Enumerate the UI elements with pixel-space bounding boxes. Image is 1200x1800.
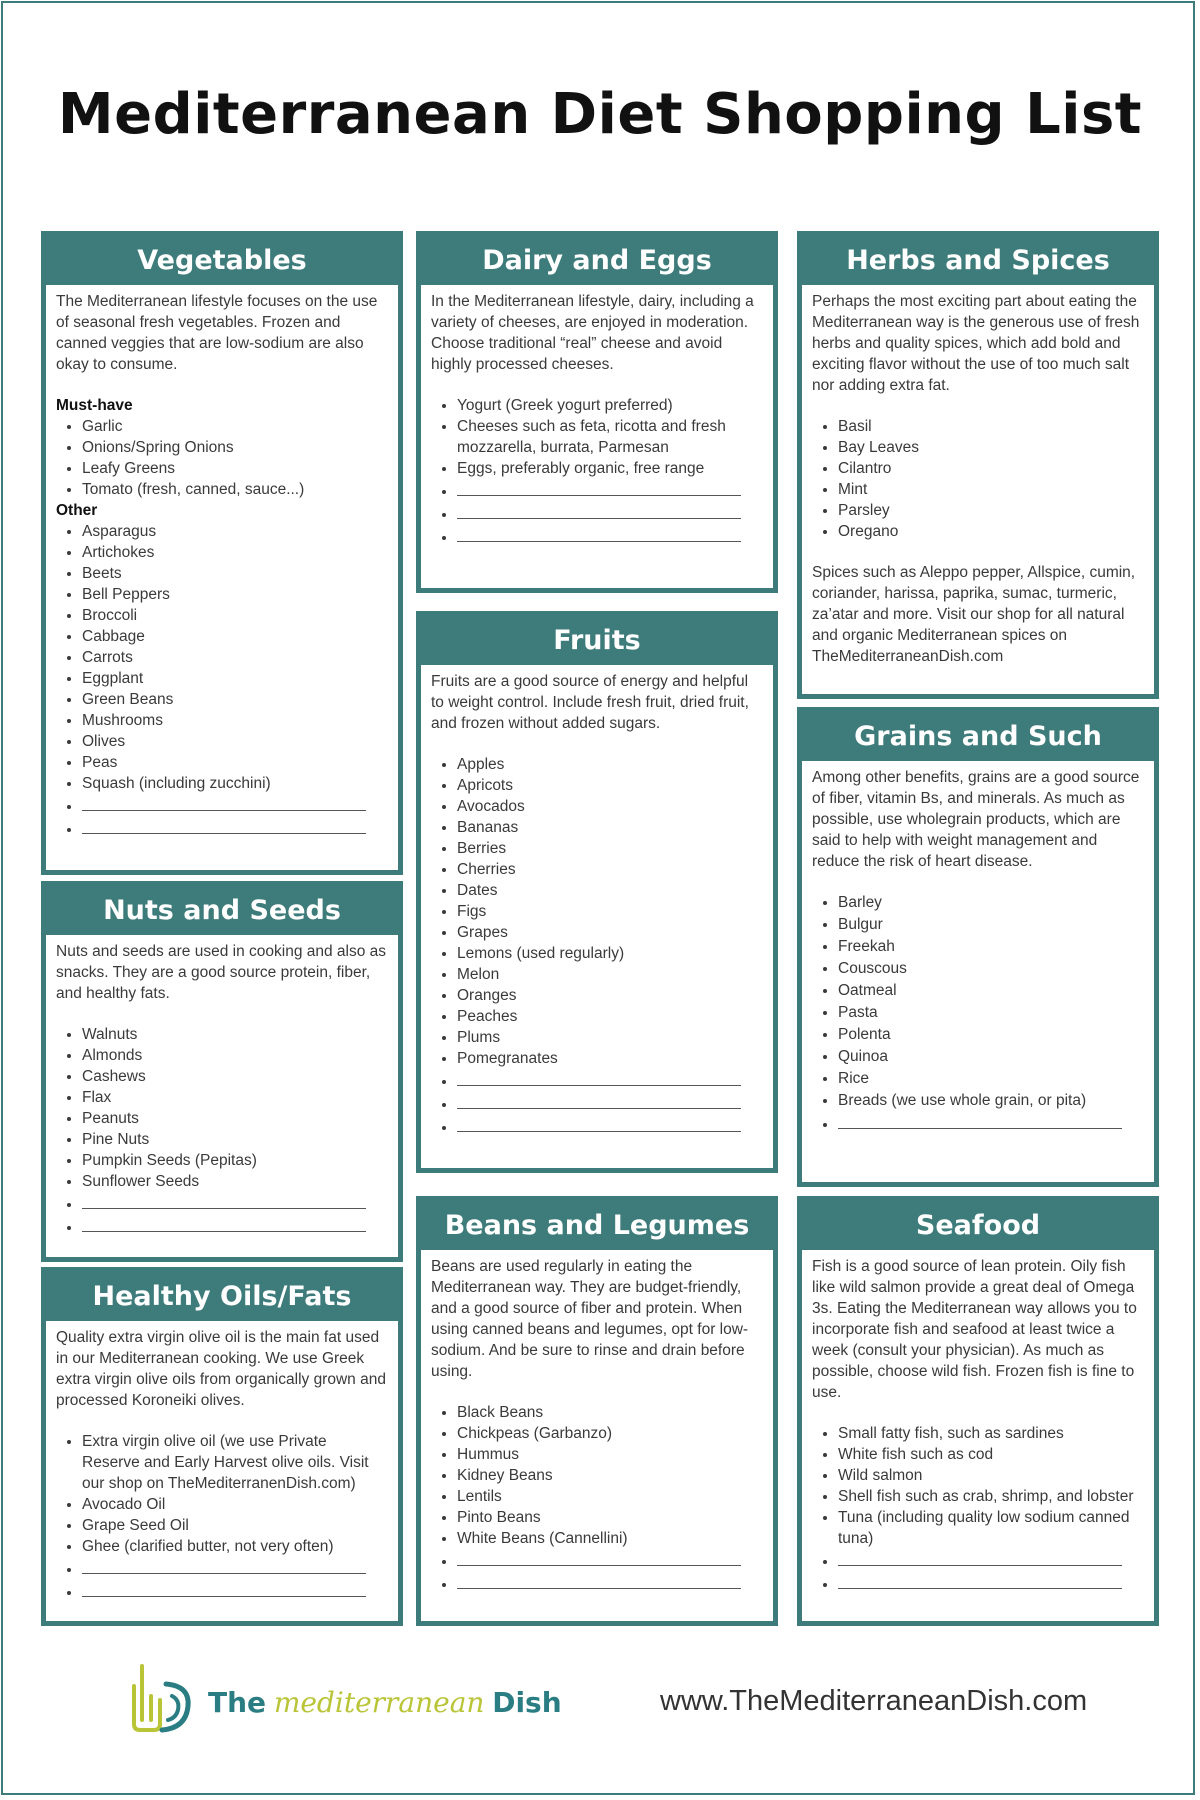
list-item: • Tomato (fresh, canned, sauce...) [82,479,388,500]
blank-write-in-line[interactable] [457,1549,763,1572]
list-item: • Bay Leaves [838,437,1144,458]
list-other [56,521,388,840]
subhead-must-have: Must-have [56,397,133,414]
list-item: • Oregano [838,521,1144,542]
blank-write-in-line[interactable] [82,1557,388,1580]
list-item: • Plums [457,1027,763,1048]
item-list [431,395,763,548]
list-item: • Mint [838,479,1144,500]
blank-write-in-line[interactable] [457,479,763,502]
list-item: • Pinto Beans [457,1507,763,1528]
card-grains-and-such [797,707,1159,1187]
blank-write-in-line[interactable] [82,1215,388,1238]
card-outro: Spices such as Aleppo pepper, Allspice, cumin, coriander, harissa, paprika, sumac, turmeric, za’atar and more. Visit our shop for all natural and organic Mediterranean spices on TheMediterraneanDish.com [812,564,1136,665]
list-item: • Eggs, preferably organic, free range [457,458,763,479]
card-intro: Fruits are a good source of energy and helpful to weight control. Include fresh fruit, dried fruit, and frozen without added sugars. [431,673,749,732]
card-vegetables [41,231,403,875]
list-item: • Ghee (clarified butter, not very often) [82,1536,388,1557]
brand-logo[interactable] [120,1660,562,1740]
wordmark-the: The [208,1686,267,1719]
list-item: • Polenta [838,1024,1144,1046]
list-item: • Eggplant [82,668,388,689]
list-must-have [56,416,388,500]
list-item: • Tuna (including quality low sodium canned tuna) [838,1507,1144,1549]
card-intro: Quality extra virgin olive oil is the main fat used in our Mediterranean cooking. We use Greek extra virgin olive oils from organically grown and processed Koroneiki olives. [56,1329,386,1409]
card-heading: Herbs and Spices [802,236,1154,285]
list-item: • Squash (including zucchini) [82,773,388,794]
list-item: • Pomegranates [457,1048,763,1069]
item-list [431,1402,763,1595]
item-list [812,416,1144,542]
blank-write-in-line[interactable] [838,1112,1144,1136]
list-item: • White Beans (Cannellini) [457,1528,763,1549]
list-item: • Bulgur [838,914,1144,936]
list-item: • Quinoa [838,1046,1144,1068]
item-list [812,892,1144,1136]
list-item: • Lentils [457,1486,763,1507]
list-item: • Oatmeal [838,980,1144,1002]
list-item: • Walnuts [82,1024,388,1045]
list-item: • Flax [82,1087,388,1108]
list-item: • Garlic [82,416,388,437]
list-item: • Chickpeas (Garbanzo) [457,1423,763,1444]
list-item: • Dates [457,880,763,901]
list-item: • Peas [82,752,388,773]
card-herbs-and-spices [797,231,1159,699]
card-heading: Dairy and Eggs [421,236,773,285]
card-heading: Seafood [802,1201,1154,1250]
list-item: • Broccoli [82,605,388,626]
list-item: • Small fatty fish, such as sardines [838,1423,1144,1444]
list-item: • Asparagus [82,521,388,542]
card-dairy-and-eggs [416,231,778,593]
list-item: • Melon [457,964,763,985]
card-intro: In the Mediterranean lifestyle, dairy, including a variety of cheeses, are enjoyed in moderation. Choose traditional “real” cheese and avoid highly processed cheeses. [431,293,754,373]
card-heading: Healthy Oils/Fats [46,1272,398,1321]
list-item: • Grapes [457,922,763,943]
list-item: • Kidney Beans [457,1465,763,1486]
list-item: • Rice [838,1068,1144,1090]
card-heading: Beans and Legumes [421,1201,773,1250]
list-item: • Onions/Spring Onions [82,437,388,458]
list-item: • Beets [82,563,388,584]
list-item: • White fish such as cod [838,1444,1144,1465]
blank-write-in-line[interactable] [838,1549,1144,1572]
list-item: • Cilantro [838,458,1144,479]
list-item: • Leafy Greens [82,458,388,479]
item-list [56,1431,388,1603]
blank-write-in-line[interactable] [82,1580,388,1603]
list-item: • Peaches [457,1006,763,1027]
list-item: • Almonds [82,1045,388,1066]
item-list [431,754,763,1138]
page-title: Mediterranean Diet Shopping List [57,82,1143,147]
list-item: • Artichokes [82,542,388,563]
blank-write-in-line[interactable] [82,1192,388,1215]
list-item: • Cheeses such as feta, ricotta and fresh mozzarella, burrata, Parmesan [457,416,763,458]
card-intro: Among other benefits, grains are a good source of fiber, vitamin Bs, and minerals. As much as possible, use wholegrain products, which are said to help with weight management and reduce the risk of heart disease. [812,769,1140,870]
card-heading: Nuts and Seeds [46,886,398,935]
item-list [812,1423,1144,1595]
card-intro: Fish is a good source of lean protein. Oily fish like wild salmon provide a great deal of Omega 3s. Eating the Mediterranean way allows you to incorporate fish and seafood at least twice a week (consult your physician). As much as possible, choose wild fish. Frozen fish is fine to use. [812,1258,1137,1401]
list-item: • Pine Nuts [82,1129,388,1150]
list-item: • Grape Seed Oil [82,1515,388,1536]
list-item: • Lemons (used regularly) [457,943,763,964]
list-item: • Apricots [457,775,763,796]
list-item: • Cabbage [82,626,388,647]
blank-write-in-line[interactable] [838,1572,1144,1595]
website-link[interactable]: www.TheMediterraneanDish.com [660,1685,1088,1717]
list-item: • Green Beans [82,689,388,710]
blank-write-in-line[interactable] [82,794,388,817]
card-heading: Grains and Such [802,712,1154,761]
list-item: • Yogurt (Greek yogurt preferred) [457,395,763,416]
card-intro: The Mediterranean lifestyle focuses on the use of seasonal fresh vegetables. Frozen and canned veggies that are low-sodium are also okay to consume. [56,293,378,373]
wordmark-mediterranean: mediterranean [273,1686,485,1719]
list-item: • Sunflower Seeds [82,1171,388,1192]
list-item: • Berries [457,838,763,859]
list-item: • Extra virgin olive oil (we use Private Reserve and Early Harvest olive oils. Visit our shop on TheMediterranenDish.com) [82,1431,388,1494]
list-item: • Peanuts [82,1108,388,1129]
card-fruits [416,611,778,1173]
subhead-other: Other [56,502,98,519]
list-item: • Cashews [82,1066,388,1087]
blank-write-in-line[interactable] [457,1069,763,1092]
list-item: • Carrots [82,647,388,668]
list-item: • Avocados [457,796,763,817]
list-item: • Parsley [838,500,1144,521]
card-beans-and-legumes [416,1196,778,1626]
card-seafood [797,1196,1159,1626]
list-item: • Barley [838,892,1144,914]
card-heading: Vegetables [46,236,398,285]
list-item: • Apples [457,754,763,775]
list-item: • Basil [838,416,1144,437]
brand-wordmark [208,1686,562,1719]
list-item: • Pasta [838,1002,1144,1024]
card-healthy-oils-fats [41,1267,403,1626]
list-item: • Oranges [457,985,763,1006]
list-item: • Cherries [457,859,763,880]
wordmark-dish: Dish [492,1686,562,1719]
list-item: • Breads (we use whole grain, or pita) [838,1090,1144,1112]
card-nuts-and-seeds [41,881,403,1262]
list-item: • Mushrooms [82,710,388,731]
list-item: • Shell fish such as crab, shrimp, and lobster [838,1486,1144,1507]
list-item: • Avocado Oil [82,1494,388,1515]
list-item: • Wild salmon [838,1465,1144,1486]
card-heading: Fruits [421,616,773,665]
list-item: • Freekah [838,936,1144,958]
list-item: • Couscous [838,958,1144,980]
list-item: • Figs [457,901,763,922]
blank-write-in-line[interactable] [457,502,763,525]
list-item: • Olives [82,731,388,752]
list-item: • Hummus [457,1444,763,1465]
blank-write-in-line[interactable] [457,525,763,548]
item-list [56,1024,388,1238]
blank-write-in-line[interactable] [457,1115,763,1138]
blank-write-in-line[interactable] [457,1572,763,1595]
card-intro: Nuts and seeds are used in cooking and also as snacks. They are a good source protein, fiber, and healthy fats. [56,943,387,1002]
blank-write-in-line[interactable] [457,1092,763,1115]
list-item: • Bananas [457,817,763,838]
blank-write-in-line[interactable] [82,817,388,840]
list-item: • Black Beans [457,1402,763,1423]
card-intro: Perhaps the most exciting part about eating the Mediterranean way is the generous use of fresh herbs and quality spices, which add bold and exciting flavor without the use of too much salt nor adding extra fat. [812,293,1140,394]
list-item: • Pumpkin Seeds (Pepitas) [82,1150,388,1171]
card-intro: Beans are used regularly in eating the Mediterranean way. They are budget-friendly, and a good source of fiber and protein. When using canned beans and legumes, opt for low-sodium. And be sure to rinse and drain before using. [431,1258,749,1380]
list-item: • Bell Peppers [82,584,388,605]
olive-oil-bottle-icon [120,1660,200,1740]
